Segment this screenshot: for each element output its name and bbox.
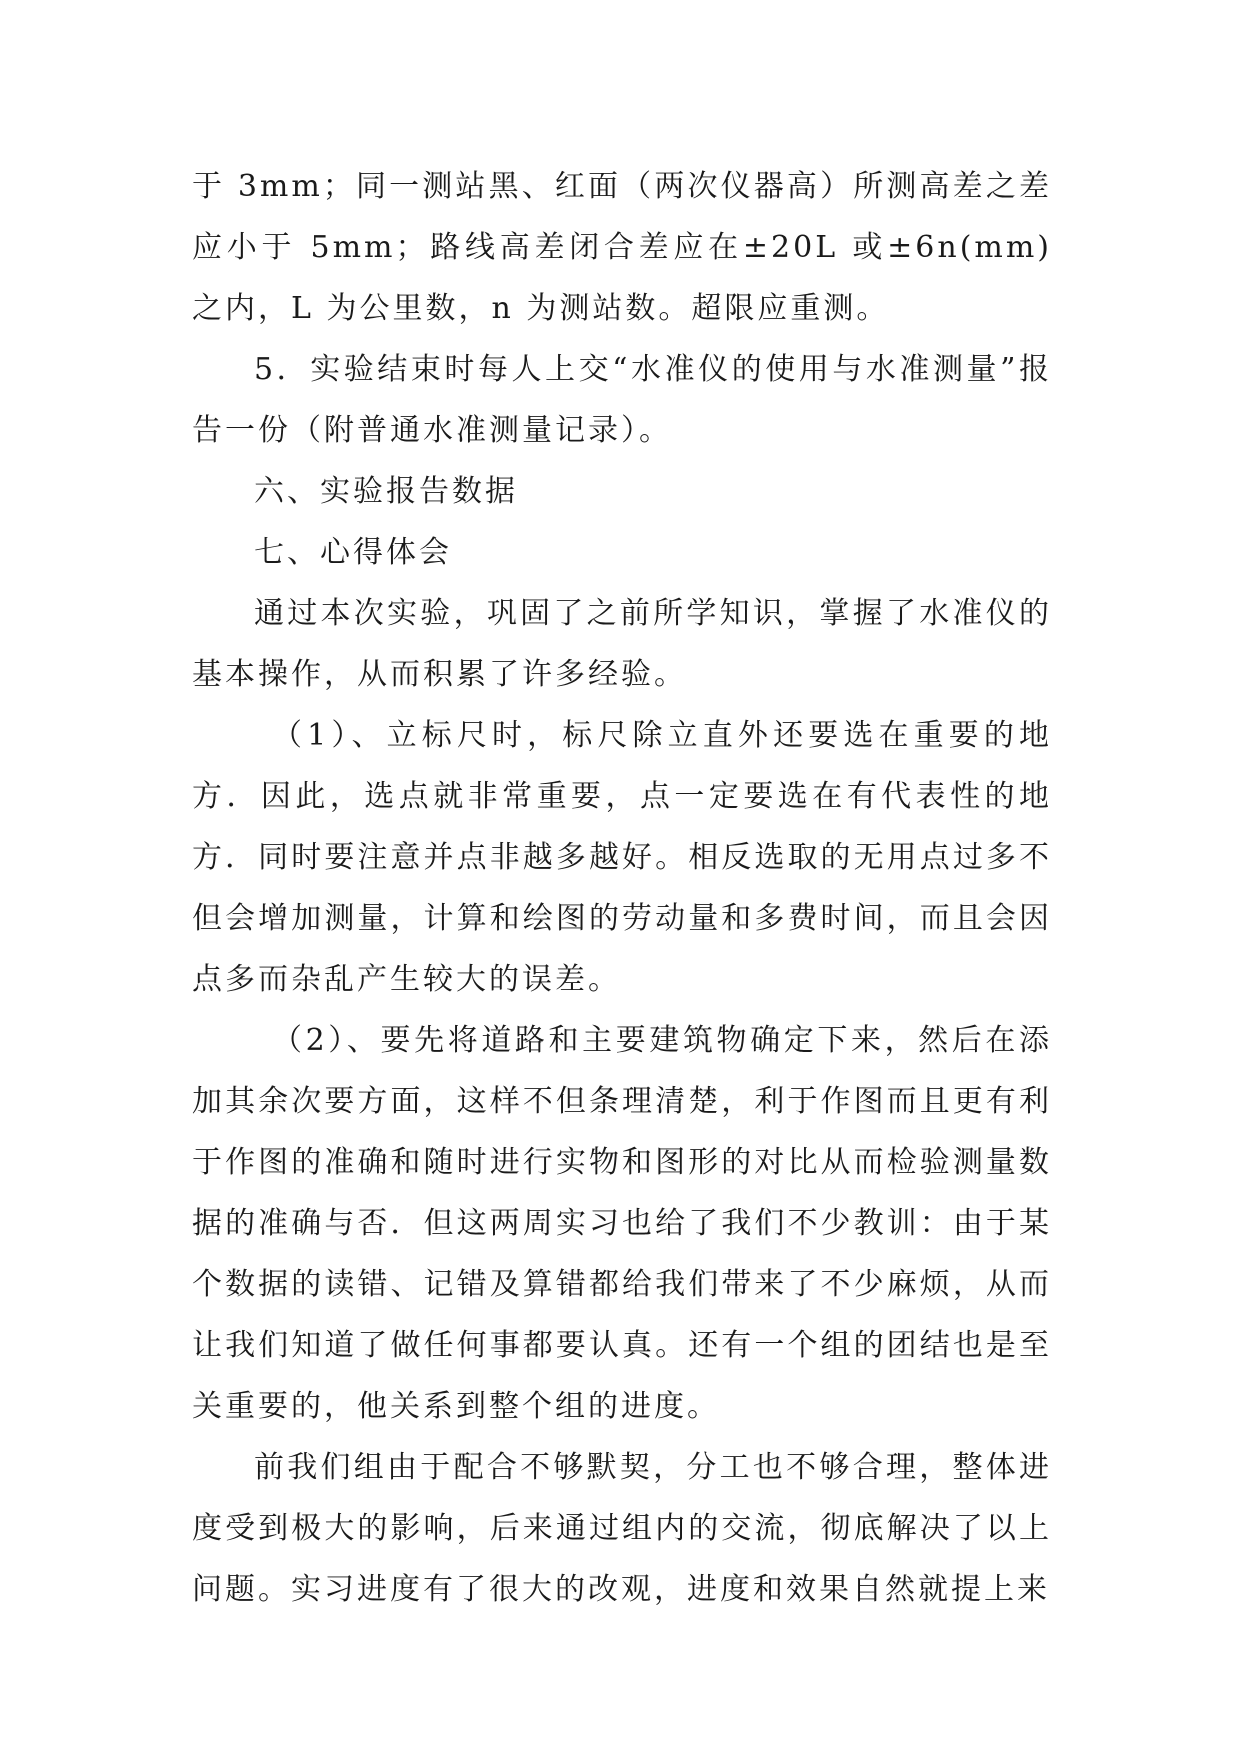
paragraph-summary: 通过本次实验，巩固了之前所学知识，掌握了水准仪的基本操作，从而积累了许多经验。 xyxy=(192,596,1052,692)
heading-section-6: 六、实验报告数据 xyxy=(254,474,518,509)
heading-section-7: 七、心得体会 xyxy=(254,535,452,570)
paragraph-teamwork: 前我们组由于配合不够默契，分工也不够合理，整体进度受到极大的影响，后来通过组内的交流，彻底解决了以上问题。实习进度有了很大的改观，进度和效果自然就提上来 xyxy=(192,1450,1052,1607)
document-body xyxy=(192,156,1052,1620)
paragraph-point-1: （1）、立标尺时，标尺除立直外还要选在重要的地方．因此，选点就非常重要，点一定要选在有代表性的地方．同时要注意并点非越多越好。相反选取的无用点过多不但会增加测量，计算和绘图的劳动量和多费时间，而且会因点多而杂乱产生较大的误差。 xyxy=(192,718,1052,997)
paragraph-point-2: （2）、要先将道路和主要建筑物确定下来，然后在添加其余次要方面，这样不但条理清楚，利于作图而且更有利于作图的准确和随时进行实物和图形的对比从而检验测量数据的准确与否．但这两周实习也给了我们不少教训：由于某个数据的读错、记错及算错都给我们带来了不少麻烦，从而让我们知道了做任何事都要认真。还有一个组的团结也是至关重要的，他关系到整个组的进度。 xyxy=(192,1023,1052,1424)
paragraph-limits-continuation: 于 3mm；同一测站黑、红面（两次仪器高）所测高差之差应小于 5mm；路线高差闭合差应在±20L 或±6n(mm)之内，L 为公里数，n 为测站数。超限应重测。 xyxy=(192,169,1052,326)
paragraph-item-5-report: 5．实验结束时每人上交“水准仪的使用与水准测量”报告一份（附普通水准测量记录）。 xyxy=(192,352,1052,448)
